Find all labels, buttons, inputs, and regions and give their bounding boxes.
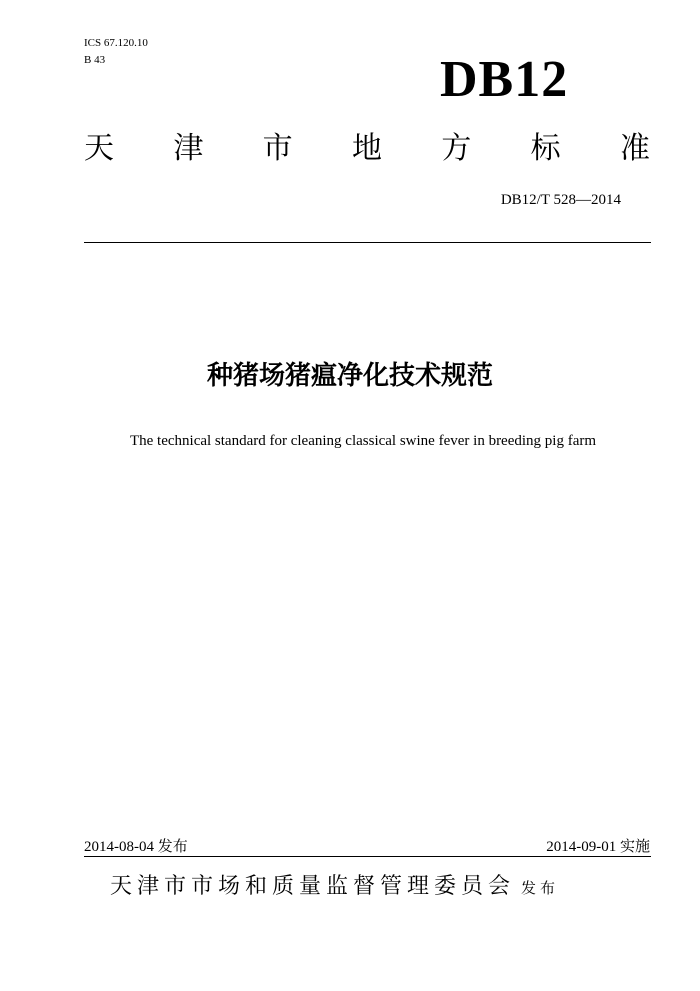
issue-date-line bbox=[84, 836, 188, 857]
standard-type-title bbox=[84, 127, 650, 171]
ics-code: ICS 67.120.10 bbox=[84, 37, 148, 49]
db-code-logo: DB12 bbox=[440, 51, 569, 108]
standard-number: DB12/T 528—2014 bbox=[500, 192, 621, 208]
top-divider bbox=[84, 242, 651, 243]
standard-type-char: 市 bbox=[262, 131, 293, 166]
standard-type-char: 天 bbox=[84, 131, 114, 166]
bottom-divider bbox=[84, 856, 651, 857]
issue-date: 2014-08-04 bbox=[84, 839, 154, 855]
standard-type-char: 标 bbox=[530, 131, 561, 166]
issue-label: 发布 bbox=[157, 837, 188, 855]
implementation-date: 2014-09-01 bbox=[546, 839, 617, 855]
classification-code: B 43 bbox=[84, 54, 106, 66]
implementation-label: 实施 bbox=[619, 837, 650, 855]
standard-type-char: 准 bbox=[619, 131, 650, 166]
document-title-english: The technical standard for cleaning classical swine fever in breeding pig farm bbox=[129, 433, 597, 449]
issuer-line bbox=[110, 870, 559, 904]
standard-type-char: 方 bbox=[441, 131, 472, 166]
standard-type-char: 地 bbox=[351, 131, 382, 166]
standard-type-char: 津 bbox=[173, 131, 204, 166]
document-title-chinese: 种猪场猪瘟净化技术规范 bbox=[206, 361, 493, 391]
issuer-name: 天津市市场和质量监督管理委员会 bbox=[110, 874, 516, 899]
implementation-date-line bbox=[546, 836, 650, 857]
issuer-action: 发布 bbox=[521, 879, 560, 897]
